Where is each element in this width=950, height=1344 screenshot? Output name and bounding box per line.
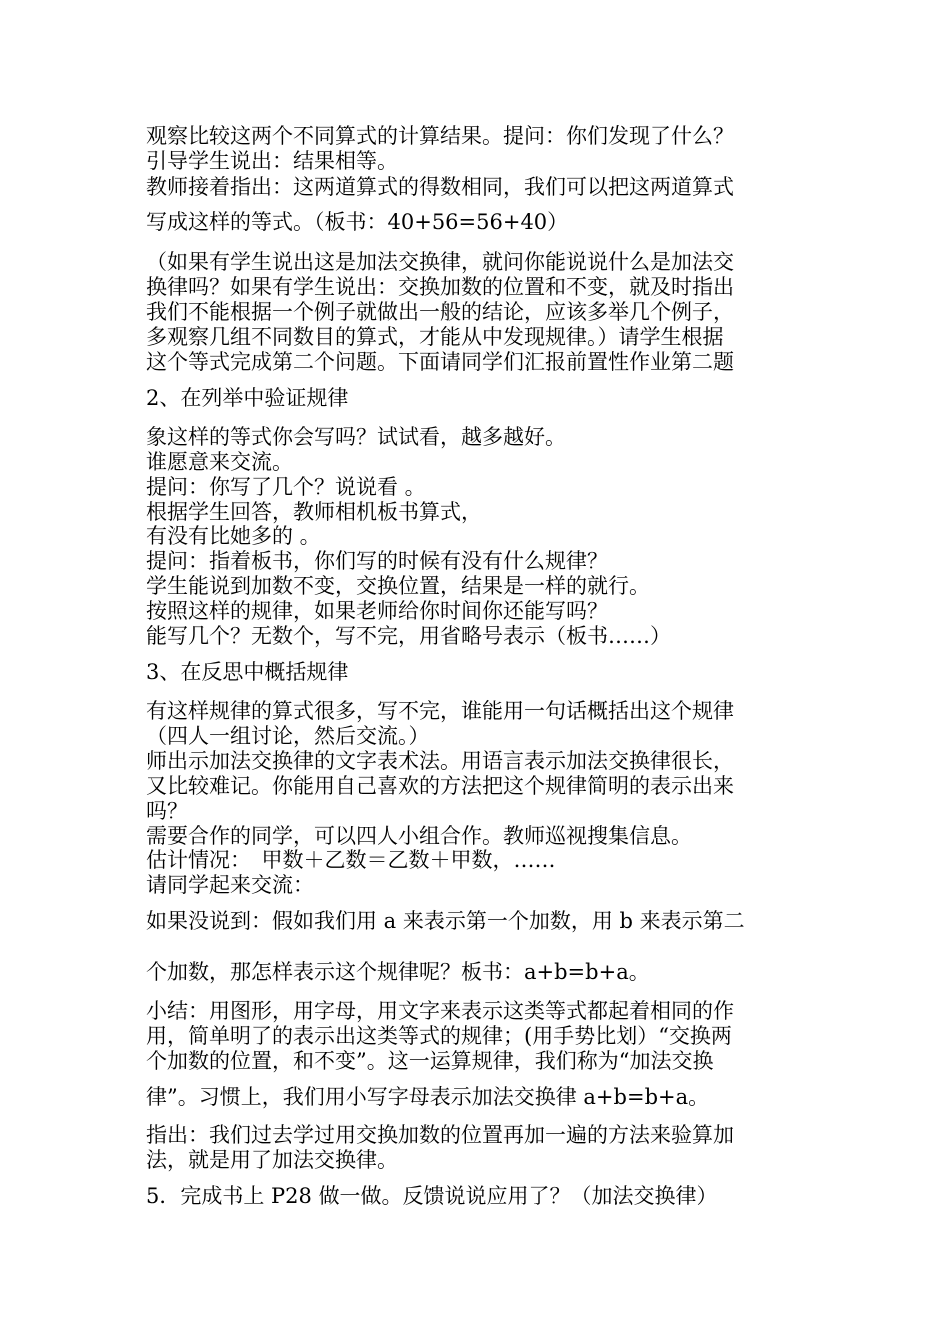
text-line: 象这样的等式你会写吗？试试看，越多越好。 [146, 425, 566, 449]
text-line: 写成这样的等式。（板书：40+56=56+40） [146, 210, 569, 234]
text-line: 我们不能根据一个例子就做出一般的结论，应该多举几个例子， [146, 300, 734, 324]
text-line: 5．完成书上 P28 做一做。反馈说说应用了？（加法交换律） [146, 1184, 718, 1208]
section-heading: 3、在反思中概括规律 [146, 660, 349, 684]
text-line: 个加数，那怎样表示这个规律呢？板书：a+b=b+a。 [146, 960, 650, 984]
text-line: 引导学生说出：结果相等。 [146, 149, 398, 173]
text-line: 有这样规律的算式很多，写不完，谁能用一句话概括出这个规律 [146, 699, 734, 723]
text-line: 又比较难记。你能用自己喜欢的方法把这个规律简明的表示出来 [146, 774, 734, 798]
text-line: 能写几个？无数个，写不完，用省略号表示（板书……） [146, 624, 671, 648]
text-line: （如果有学生说出这是加法交换律，就问你能说说什么是加法交 [146, 250, 734, 274]
text-line: 这个等式完成第二个问题。下面请同学们汇报前置性作业第二题 [146, 350, 734, 374]
text-line: 需要合作的同学，可以四人小组合作。教师巡视搜集信息。 [146, 824, 692, 848]
text-line: 按照这样的规律，如果老师给你时间你还能写吗？ [146, 599, 608, 623]
text-line: （四人一组讨论，然后交流。） [146, 724, 430, 748]
text-line: 法，就是用了加法交换律。 [146, 1148, 398, 1172]
text-line: 换律吗？如果有学生说出：交换加数的位置和不变，就及时指出 [146, 275, 734, 299]
text-line: 教师接着指出：这两道算式的得数相同，我们可以把这两道算式 [146, 175, 734, 199]
text-line: 提问：指着板书，你们写的时候有没有什么规律？ [146, 549, 608, 573]
text-line: 吗？ [146, 799, 188, 823]
text-line: 师出示加法交换律的文字表术法。用语言表示加法交换律很长， [146, 749, 734, 773]
text-line: 根据学生回答，教师相机板书算式， [146, 500, 482, 524]
text-line: 小结：用图形，用字母，用文字来表示这类等式都起着相同的作 [146, 999, 734, 1023]
text-line: 用，简单明了的表示出这类等式的规律；(用手势比划）“交换两 [146, 1024, 732, 1048]
text-line: 个加数的位置，和不变”。这一运算规律，我们称为“加法交换 [146, 1049, 714, 1073]
text-line: 多观察几组不同数目的算式，才能从中发现规律。）请学生根据 [146, 325, 724, 349]
text-line: 指出：我们过去学过用交换加数的位置再加一遍的方法来验算加 [146, 1123, 734, 1147]
text-line: 学生能说到加数不变，交换位置，结果是一样的就行。 [146, 574, 650, 598]
text-line: 提问：你写了几个？说说看 。 [146, 475, 426, 499]
text-line: 估计情况： 甲数＋乙数＝乙数＋甲数，…… [146, 848, 556, 872]
text-line: 如果没说到：假如我们用 a 来表示第一个加数，用 b 来表示第二 [146, 909, 745, 933]
section-heading: 2、在列举中验证规律 [146, 386, 349, 410]
text-line: 谁愿意来交流。 [146, 450, 293, 474]
text-line: 观察比较这两个不同算式的计算结果。提问：你们发现了什么？ [146, 124, 734, 148]
text-line: 请同学起来交流： [146, 873, 314, 897]
text-line: 律”。习惯上，我们用小写字母表示加法交换律 a+b=b+a。 [146, 1085, 710, 1109]
text-line: 有没有比她多的 。 [146, 524, 321, 548]
